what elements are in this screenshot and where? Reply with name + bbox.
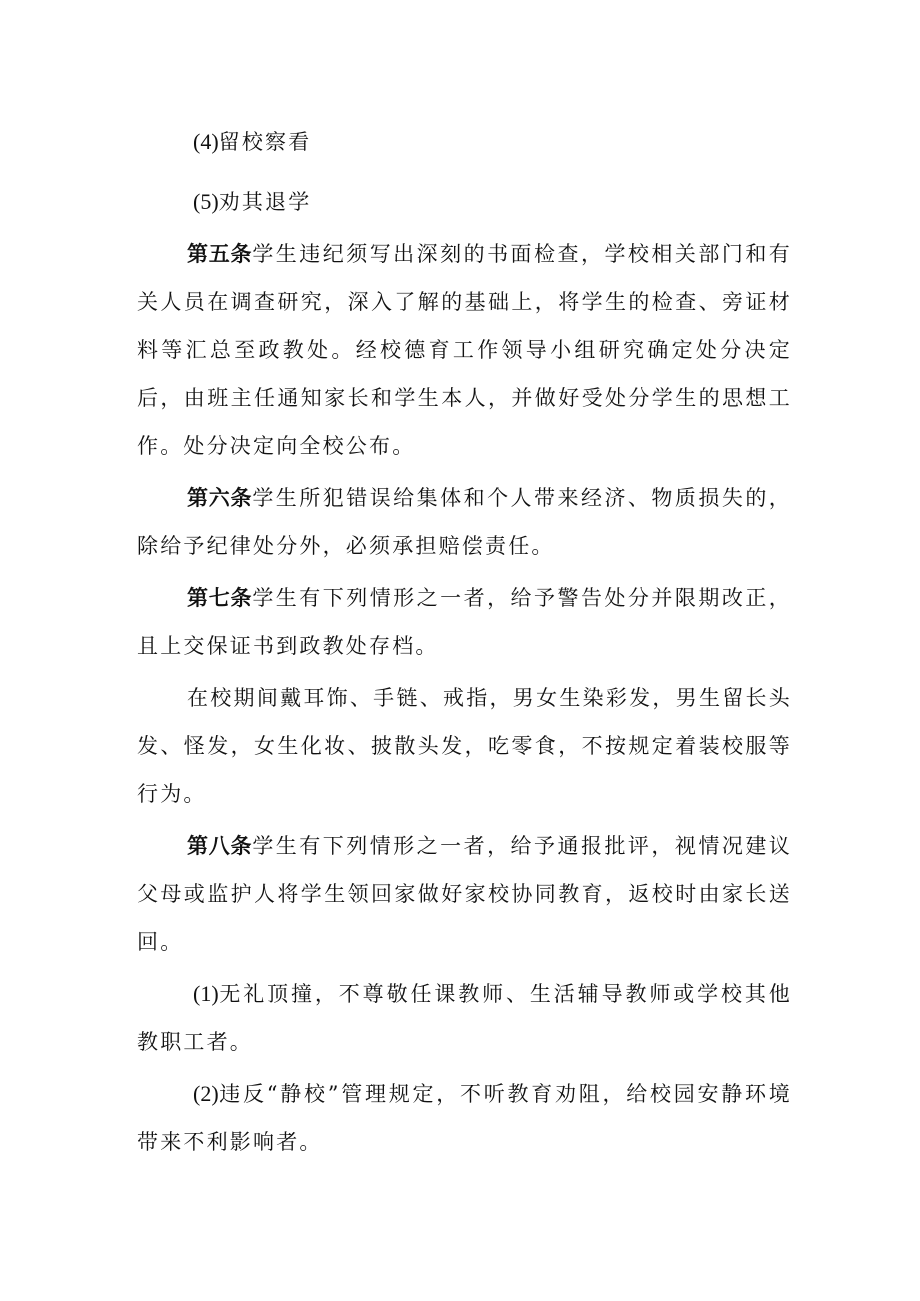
article-7-detail: 在校期间戴耳饰、手链、戒指，男女生染彩发，男生留长头发、怪发，女生化妆、披散头发，吃零食，不按规定着装校服等行为。 xyxy=(137,686,792,806)
document-body xyxy=(137,118,792,1166)
article-text: 学生所犯错误给集体和个人带来经济、物质损失的，除给予纪律处分外，必须承担赔偿责任。 xyxy=(137,486,792,558)
article-text: 学生有下列情形之一者，给予警告处分并限期改正，且上交保证书到政教处存档。 xyxy=(137,586,792,658)
article-text: 学生违纪须写出深刻的书面检查，学校相关部门和有关人员在调查研究，深入了解的基础上，将学生的检查、旁证材料等汇总至政教处。经校德育工作领导小组研究确定处分决定后，由班主任通知家长和学生本人，并做好受处分学生的思想工作。处分决定向全校公布。 xyxy=(137,242,792,458)
article-7 xyxy=(137,574,792,670)
item-text: 无礼顶撞，不尊敬任课教师、生活辅导教师或学校其他教职工者。 xyxy=(137,982,792,1054)
list-item xyxy=(137,1070,792,1166)
article-8 xyxy=(137,822,792,966)
article-title: 第五条 xyxy=(187,242,253,266)
item-text: 劝其退学 xyxy=(218,190,312,214)
item-number: (2) xyxy=(193,1081,219,1106)
article-title: 第七条 xyxy=(187,586,253,610)
item-number: (1) xyxy=(193,981,219,1006)
article-title: 第八条 xyxy=(187,834,253,858)
item-text: 留校察看 xyxy=(218,130,312,154)
item-number: (4) xyxy=(193,129,219,154)
list-item xyxy=(137,118,792,166)
list-item xyxy=(137,970,792,1066)
article-5 xyxy=(137,230,792,470)
item-number: (5) xyxy=(193,189,219,214)
item-text: 违反“静校”管理规定，不听教育劝阻，给校园安静环境带来不利影响者。 xyxy=(137,1082,792,1154)
article-text: 学生有下列情形之一者，给予通报批评，视情况建议父母或监护人将学生领回家做好家校协同教育，返校时由家长送回。 xyxy=(137,834,792,954)
article-6 xyxy=(137,474,792,570)
article-title: 第六条 xyxy=(187,486,253,510)
list-item xyxy=(137,178,792,226)
